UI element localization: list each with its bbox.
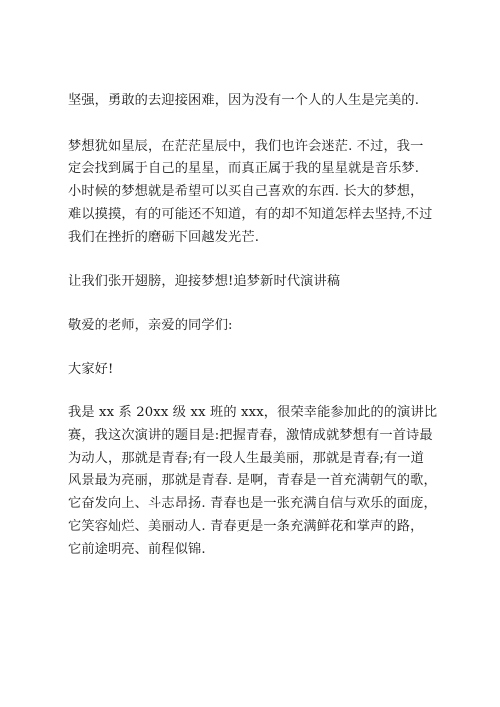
greeting — [68, 359, 440, 382]
text-line: 它笑容灿烂、美丽动人. 青春更是一条充满鲜花和掌声的路， — [68, 518, 424, 534]
text-line: 我们在挫折的磨砺下回越发光芒. — [68, 229, 260, 245]
text-line: 难以摸摸，有的可能还不知道，有的却不知道怎样去坚持,不过 — [68, 206, 433, 222]
text-line: 敬爱的老师，亲爱的同学们: — [68, 317, 233, 333]
document-body — [68, 90, 440, 561]
paragraph-youth — [68, 402, 440, 561]
salutation — [68, 315, 440, 338]
paragraph-courage — [68, 90, 440, 113]
text-line: 它奋发向上、斗志昂扬. 青春也是一张充满自信与欢乐的面庞， — [68, 496, 437, 512]
text-line: 定会找到属于自己的星星，而真正属于我的星星就是音乐梦. — [68, 161, 420, 177]
text-line: 它前途明亮、前程似锦. — [68, 541, 206, 557]
speech-title — [68, 271, 440, 294]
text-line: 小时候的梦想就是希望可以买自己喜欢的东西. 长大的梦想， — [68, 184, 424, 200]
text-line: 为动人，那就是青春;有一段人生最美丽，那就是青春;有一道 — [68, 450, 424, 466]
text-line: 赛，我这次演讲的题目是:把握青春，激情成就梦想有一首诗最 — [68, 428, 433, 444]
text-line: 大家好! — [68, 361, 114, 377]
text-line: 让我们张开翅膀，迎接梦想!追梦新时代演讲稿 — [68, 274, 341, 290]
text-line: 梦想犹如星辰，在茫茫星辰中，我们也许会迷茫. 不过，我一 — [68, 138, 424, 154]
text-line: 坚强，勇敢的去迎接困难，因为没有一个人的人生是完美的. — [68, 93, 420, 108]
paragraph-dreams — [68, 136, 440, 250]
text-line: 风景最为亮丽，那就是青春. 是啊，青春是一首充满朝气的歌， — [68, 473, 437, 489]
text-line: 我是 xx 系 20xx 级 xx 班的 xxx，很荣幸能参加此的的演讲比 — [68, 405, 438, 421]
